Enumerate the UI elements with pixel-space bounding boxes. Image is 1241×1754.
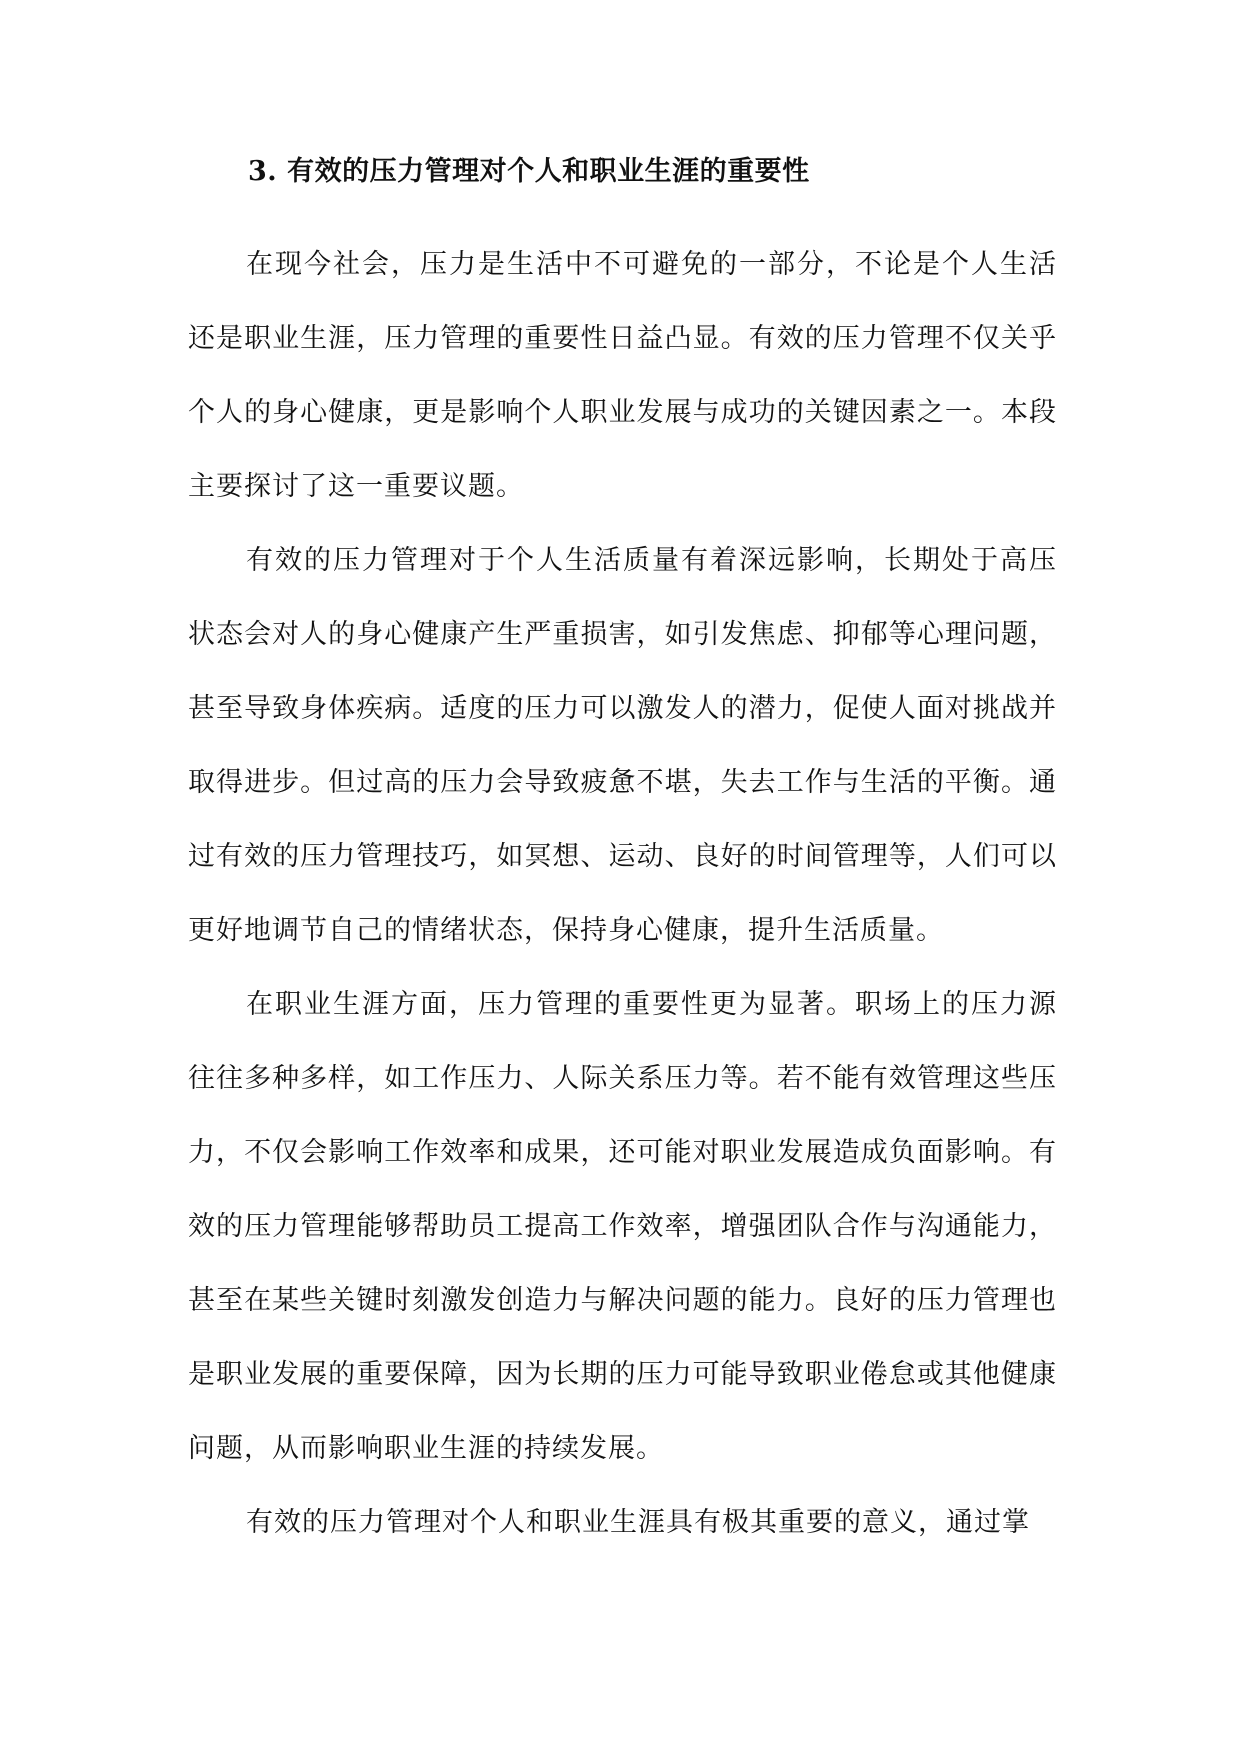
section-heading: 3. 有效的压力管理对个人和职业生涯的重要性 [248, 156, 810, 187]
paragraph-personal-life: 有效的压力管理对于个人生活质量有着深远影响，长期处于高压状态会对人的身心健康产生严重损害，如引发焦虑、抑郁等心理问题，甚至导致身体疾病。适度的压力可以激发人的潜力，促使人面对挑战并取得进步。但过高的压力会导致疲惫不堪，失去工作与生活的平衡。通过有效的压力管理技巧，如冥想、运动、良好的时间管理等，人们可以更好地调节自己的情绪状态，保持身心健康，提升生活质量。 [188, 545, 1057, 946]
paragraph-conclusion: 有效的压力管理对个人和职业生涯具有极其重要的意义，通过掌 [246, 1507, 1030, 1538]
paragraph-intro: 在现今社会，压力是生活中不可避免的一部分，不论是个人生活还是职业生涯，压力管理的重要性日益凸显。有效的压力管理不仅关乎个人的身心健康，更是影响个人职业发展与成功的关键因素之一。本段主要探讨了这一重要议题。 [188, 249, 1057, 502]
paragraph-career: 在职业生涯方面，压力管理的重要性更为显著。职场上的压力源往往多种多样，如工作压力、人际关系压力等。若不能有效管理这些压力，不仅会影响工作效率和成果，还可能对职业发展造成负面影响。有效的压力管理能够帮助员工提高工作效率，增强团队合作与沟通能力，甚至在某些关键时刻激发创造力与解决问题的能力。良好的压力管理也是职业发展的重要保障，因为长期的压力可能导致职业倦怠或其他健康问题，从而影响职业生涯的持续发展。 [188, 989, 1057, 1464]
